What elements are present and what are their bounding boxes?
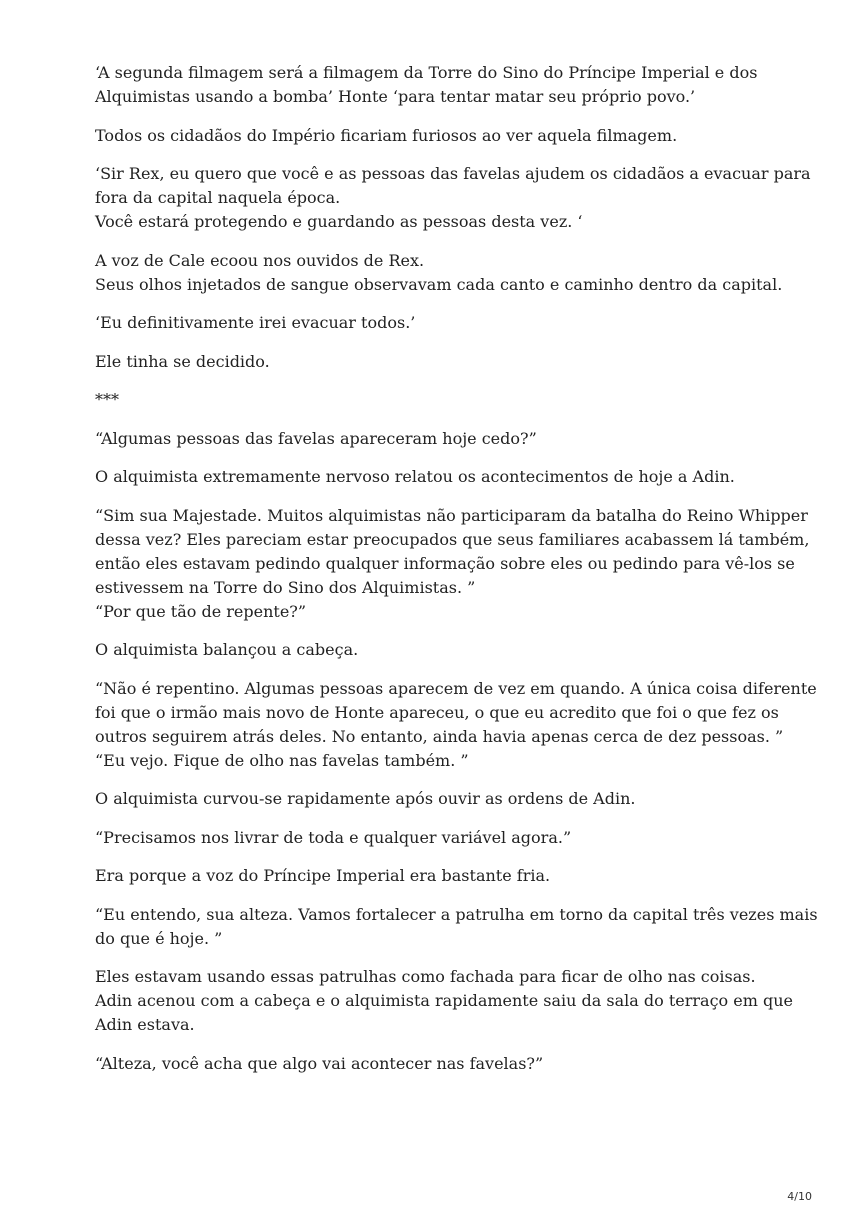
text-line: estivessem na Torre do Sino dos Alquimistas. ” [95,577,476,597]
text-line: “Eu vejo. Fique de olho nas favelas também. ” [95,750,469,770]
paragraph [95,864,795,888]
text-line: “Precisamos nos livrar de toda e qualquer variável agora.” [95,827,572,847]
paragraph [95,350,795,374]
text-line: Seus olhos injetados de sangue observavam cada canto e caminho dentro da capital. [95,274,783,294]
paragraph [95,903,818,951]
text-line: ‘A segunda filmagem será a filmagem da Torre do Sino do Príncipe Imperial e dos [95,63,758,82]
text-line: foi que o irmão mais novo de Honte apareceu, o que eu acredito que foi o que fez os [95,702,779,722]
paragraph [95,427,795,451]
paragraph [95,504,810,624]
paragraph [95,638,795,662]
text-line: fora da capital naquela época. [95,188,341,207]
text-line: Eles estavam usando essas patrulhas como fachada para ficar de olho nas coisas. [95,967,756,986]
paragraph [95,1052,795,1076]
text-line: Era porque a voz do Príncipe Imperial era bastante fria. [95,866,551,885]
text-line: Adin acenou com a cabeça e o alquimista rapidamente saiu da sala do terraço em que [95,991,794,1010]
text-line: Você estará protegendo e guardando as pessoas desta vez. ‘ [95,212,583,231]
paragraph [95,249,795,297]
text-line: Adin estava. [95,1015,195,1034]
text-line: ‘Sir Rex, eu quero que você e as pessoas das favelas ajudem os cidadãos a evacuar para [95,164,811,183]
text-line: outros seguirem atrás deles. No entanto, ainda havia apenas cerca de dez pessoas. ” [95,726,784,746]
paragraph [95,965,795,1037]
text-line: *** [95,390,119,409]
paragraph [95,465,795,489]
text-line: A voz de Cale ecoou nos ouvidos de Rex. [95,250,425,270]
page-number: 4/10 [787,1190,812,1203]
text-line: Alquimistas usando a bomba’ Honte ‘para tentar matar seu próprio povo.’ [95,87,696,106]
paragraph [95,61,795,109]
text-line: “Alteza, você acha que algo vai acontecer nas favelas?” [95,1053,544,1073]
paragraph [95,677,817,773]
text-line: então eles estavam pedindo qualquer informação sobre eles ou pedindo para vê-los se [95,553,795,573]
text-line: “Sim sua Majestade. Muitos alquimistas não participaram da batalha do Reino Whipper [95,505,808,525]
text-line: ‘Eu definitivamente irei evacuar todos.’ [95,313,416,332]
text-line: “Eu entendo, sua alteza. Vamos fortalecer a patrulha em torno da capital três vezes mais [95,904,818,924]
text-line: Todos os cidadãos do Império ficariam furiosos ao ver aquela filmagem. [95,125,678,145]
text-line: “Não é repentino. Algumas pessoas aparecem de vez em quando. A única coisa diferente [95,678,817,698]
text-line: “Algumas pessoas das favelas apareceram hoje cedo?” [95,428,537,448]
paragraph [95,124,795,148]
text-line: do que é hoje. ” [95,928,223,948]
text-line: Ele tinha se decidido. [95,351,270,371]
paragraph [95,826,795,850]
document-body [95,61,818,1090]
paragraph [95,311,795,335]
paragraph [95,388,795,412]
text-line: dessa vez? Eles pareciam estar preocupados que seus familiares acabassem lá também, [95,529,810,549]
text-line: O alquimista extremamente nervoso relatou os acontecimentos de hoje a Adin. [95,467,735,486]
text-line: “Por que tão de repente?” [95,601,307,621]
text-line: O alquimista balançou a cabeça. [95,640,359,659]
paragraph [95,162,811,234]
paragraph [95,787,795,811]
text-line: O alquimista curvou-se rapidamente após ouvir as ordens de Adin. [95,789,636,808]
